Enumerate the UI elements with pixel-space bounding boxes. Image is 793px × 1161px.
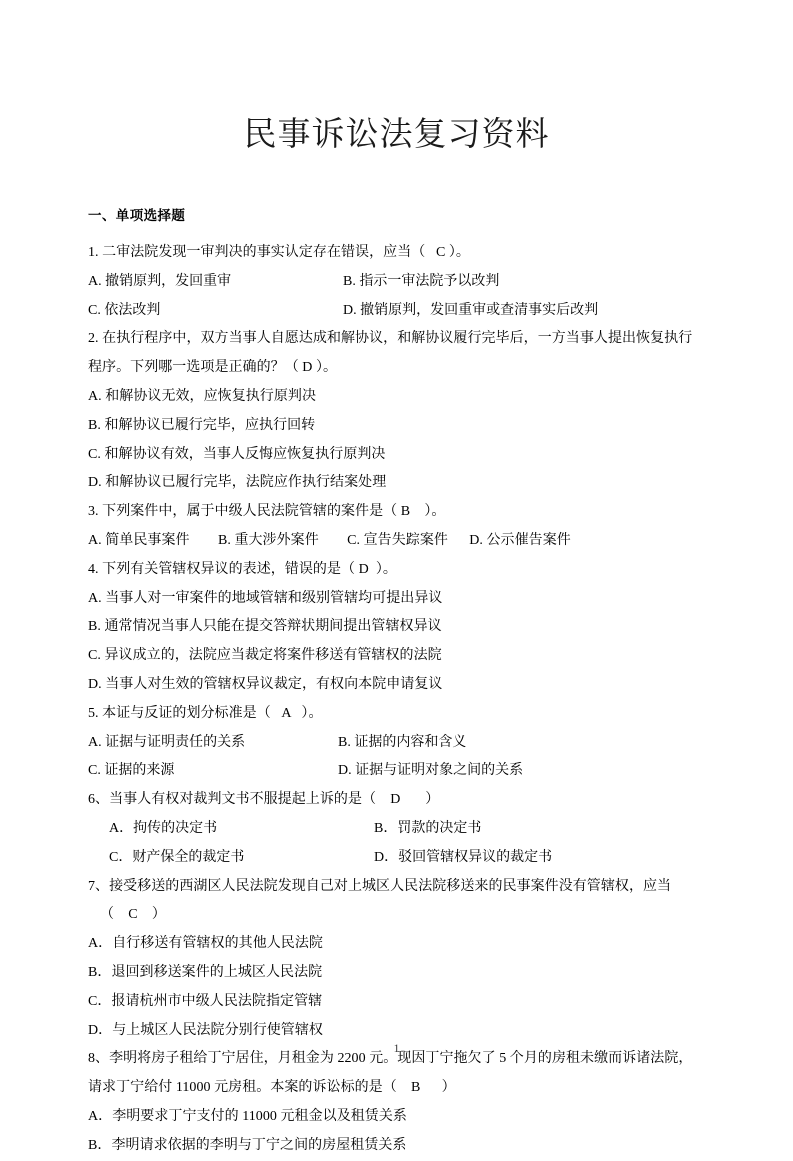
document-body <box>88 203 694 1161</box>
option-row <box>88 815 694 844</box>
option-d: D. 和解协议已履行完毕，法院应作执行结案处理 <box>88 475 387 491</box>
option-a: A．李明要求丁宁支付的 11000 元租金以及租赁关系 <box>88 1108 407 1124</box>
option-row <box>88 844 694 873</box>
question-stem: 1. 二审法院发现一审判决的事实认定存在错误，应当（ C ）。 <box>88 245 470 260</box>
option-b: B. 通常情况当事人只能在提交答辩状期间提出管辖权异议 <box>88 619 442 635</box>
question-stem-line-1: 7、接受移送的西湖区人民法院发现自己对上城区人民法院移送来的民事案件没有管辖权，应当 <box>88 878 672 894</box>
question-item <box>88 1045 694 1160</box>
option-row <box>88 729 694 758</box>
option-b: B．罚款的决定书 <box>374 820 482 836</box>
option-b: B．退回到移送案件的上城区人民法院 <box>88 964 323 980</box>
option-a: A．拘传的决定书 <box>109 820 218 836</box>
option-row <box>88 268 694 297</box>
option-c: C. 和解协议有效，当事人反悔应恢复执行原判决 <box>88 446 386 462</box>
option-row <box>88 757 694 786</box>
question-item <box>88 325 694 498</box>
option-d: D．与上城区人民法院分别行使管辖权 <box>88 1022 323 1038</box>
question-stem-line-1: 8、李明将房子租给丁宁居住，月租金为 2200 元。现因丁宁拖欠了 5 个月的房租未缴而诉诸法院， <box>88 1051 693 1067</box>
option-d: D．驳回管辖权异议的裁定书 <box>374 849 553 865</box>
option-a: A. 撤销原判，发回重审 <box>88 273 232 289</box>
option-d: D. 当事人对生效的管辖权异议裁定，有权向本院申请复议 <box>88 676 443 692</box>
option-a: A. 当事人对一审案件的地域管辖和级别管辖均可提出异议 <box>88 590 443 606</box>
page-number: 1 <box>393 1041 400 1055</box>
question-stem: 3. 下列案件中，属于中级人民法院管辖的案件是（ B ）。 <box>88 504 446 520</box>
question-item <box>88 873 694 1046</box>
section-heading-single-choice: 一、单项选择题 <box>88 208 186 223</box>
option-a: A. 证据与证明责任的关系 <box>88 734 246 750</box>
option-d: D. 证据与证明对象之间的关系 <box>338 763 524 779</box>
page-title: 民事诉讼法复习资料 <box>243 117 550 154</box>
option-b: B. 证据的内容和含义 <box>338 734 467 750</box>
option-c: C．报请杭州市中级人民法院指定管辖 <box>88 993 323 1009</box>
question-stem: 6、当事人有权对裁判文书不服提起上诉的是（ D ） <box>88 792 440 808</box>
question-item <box>88 239 694 325</box>
question-item <box>88 700 694 786</box>
option-row-inline: A. 简单民事案件 B. 重大涉外案件 C. 宣告失踪案件 D. 公示催告案件 <box>88 532 571 548</box>
option-a: A. 和解协议无效，应恢复执行原判决 <box>88 388 317 404</box>
option-b: B. 指示一审法院予以改判 <box>343 273 500 289</box>
question-item <box>88 498 694 556</box>
option-c: C. 证据的来源 <box>88 763 175 779</box>
option-b: B. 和解协议已履行完毕，应执行回转 <box>88 417 316 433</box>
question-item <box>88 786 694 872</box>
option-row <box>88 297 694 326</box>
question-stem: 2. 在执行程序中，双方当事人自愿达成和解协议，和解协议履行完毕后，一方当事人提出恢复执行程序。下列哪一选项是正确的？（ D ）。 <box>88 331 693 376</box>
question-stem: 5. 本证与反证的划分标准是（ A ）。 <box>88 705 323 721</box>
option-c: C. 异议成立的，法院应当裁定将案件移送有管辖权的法院 <box>88 648 442 664</box>
option-d: D. 撤销原判，发回重审或查清事实后改判 <box>343 302 599 318</box>
option-c: C. 依法改判 <box>88 302 161 318</box>
question-stem: 4. 下列有关管辖权异议的表述，错误的是（ D ）。 <box>88 561 397 577</box>
option-b: B．李明请求依据的李明与丁宁之间的房屋租赁关系 <box>88 1137 407 1153</box>
question-stem-line-2: （ C ） <box>100 907 166 923</box>
option-a: A．自行移送有管辖权的其他人民法院 <box>88 936 323 952</box>
question-item <box>88 556 694 700</box>
option-c: C．财产保全的裁定书 <box>109 849 245 865</box>
question-stem-line-2: 请求丁宁给付 11000 元房租。本案的诉讼标的是（ B ） <box>88 1080 456 1096</box>
